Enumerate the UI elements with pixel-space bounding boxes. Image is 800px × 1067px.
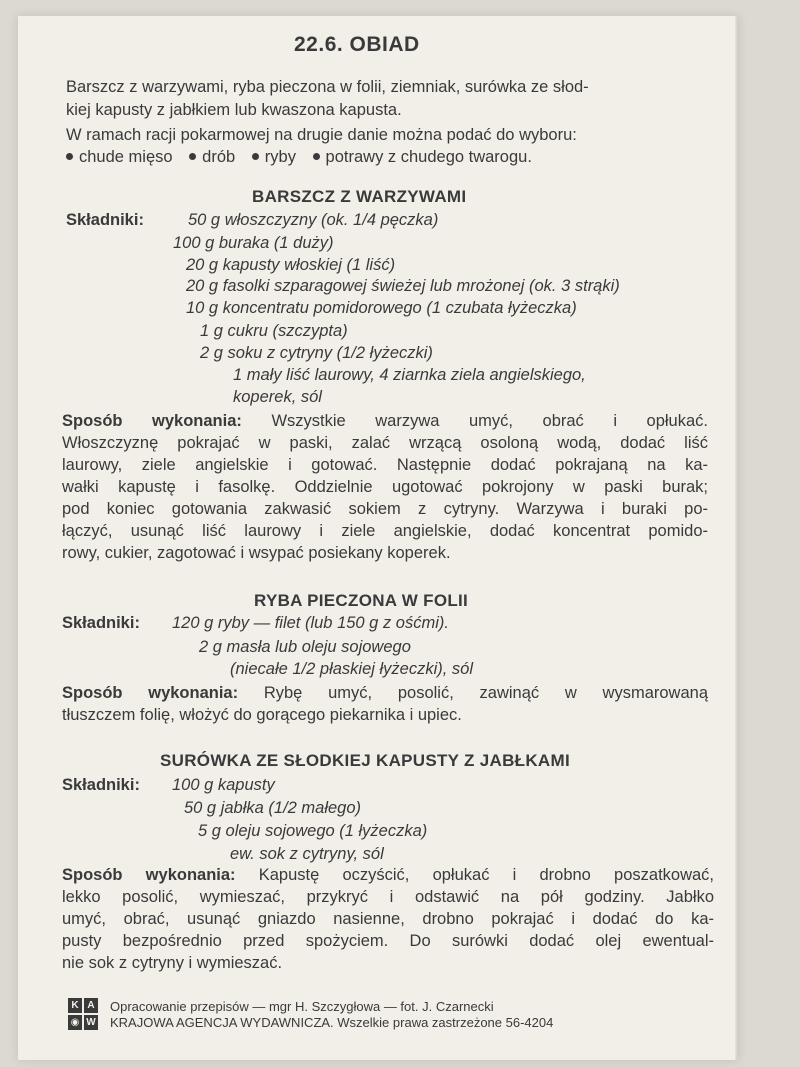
logo-letter: K: [68, 998, 82, 1013]
logo-letter: A: [84, 998, 98, 1013]
ingredient-line: 50 g jabłka (1/2 małego): [184, 799, 362, 817]
method-line: nie sok z cytryny i wymieszać.: [62, 954, 283, 972]
ingredient-line: 50 g włoszczyzny (ok. 1/4 pęczka): [188, 211, 439, 229]
option-item: drób: [202, 148, 236, 166]
ingredient-line: ew. sok z cytryny, sól: [230, 845, 384, 863]
method-line: wałki kapustę i fasolkę. Oddzielnie ugotować pokrojony w paski burak;: [62, 478, 708, 496]
logo-mark-icon: ◉: [68, 1015, 82, 1030]
ryba-ingredients-label: Składniki:: [62, 614, 140, 632]
ingredient-line: 2 g soku z cytryny (1/2 łyżeczki): [200, 344, 433, 362]
ingredient-line: 100 g buraka (1 duży): [173, 234, 334, 252]
ingredient-line: 1 g cukru (szczypta): [200, 322, 348, 340]
footer-publisher: KRAJOWA AGENCJA WYDAWNICZA. Wszelkie prawa zastrzeżone 56-4204: [110, 1015, 554, 1030]
ingredient-line: 100 g kapusty: [172, 776, 275, 794]
method-line: Włoszczyznę pokrajać w paski, zalać wrzącą osoloną wodą, dodać liść: [62, 434, 708, 452]
ingredient-line: 5 g oleju sojowego (1 łyżeczka): [198, 822, 428, 840]
method-line: łączyć, usunąć liść laurowy i ziele angielskie, dodać koncentrat pomido-: [62, 522, 708, 540]
ingredient-line: 20 g fasolki szparagowej świeżej lub mrożonej (ok. 3 strąki): [186, 277, 620, 295]
barszcz-method-label: Sposób wykonania:: [62, 412, 242, 430]
intro-line-2: kiej kapusty z jabłkiem lub kwaszona kapusta.: [66, 101, 402, 119]
method-line: pod koniec gotowania zakwasić sokiem z cytryny. Warzywa i buraki po-: [62, 500, 708, 518]
barszcz-method: [62, 410, 708, 564]
method-line: Wszystkie warzywa umyć, obrać i opłukać.: [271, 412, 708, 430]
option-item: potrawy z chudego twarogu.: [325, 148, 532, 166]
bullet-icon: [252, 153, 259, 160]
method-line: Rybę umyć, posolić, zawinąć w wysmarowaną: [263, 684, 708, 702]
logo-letter: W: [84, 1015, 98, 1030]
ingredient-line: 2 g masła lub oleju sojowego: [199, 638, 411, 656]
ingredient-line: (niecałe 1/2 płaskiej łyżeczki), sól: [230, 660, 474, 678]
ingredient-line: 1 mały liść laurowy, 4 ziarnka ziela angielskiego,: [233, 366, 586, 384]
ryba-heading: RYBA PIECZONA W FOLII: [254, 591, 469, 610]
method-line: tłuszczem folię, włożyć do gorącego piekarnika i upiec.: [62, 706, 462, 724]
surowka-ingredients-label: Składniki:: [62, 776, 140, 794]
ingredient-line: 10 g koncentratu pomidorowego (1 czubata łyżeczka): [186, 299, 577, 317]
intro-line-3: W ramach racji pokarmowej na drugie danie można podać do wyboru:: [66, 126, 577, 144]
method-line: lekko posolić, wymieszać, przykryć i odstawić na pół godziny. Jabłko: [62, 888, 714, 906]
footer-credits: Opracowanie przepisów — mgr H. Szczygłowa — fot. J. Czarnecki: [110, 999, 494, 1014]
intro-line-1: Barszcz z warzywami, ryba pieczona w folii, ziemniak, surówka ze słod-: [66, 78, 589, 96]
ryba-method-label: Sposób wykonania:: [62, 684, 239, 702]
method-line: rowy, cukier, zagotować i wsypać posiekany koperek.: [62, 544, 451, 562]
method-line: Kapustę oczyścić, opłukać i drobno poszatkować,: [258, 866, 715, 884]
barszcz-ingredients-label: Składniki:: [66, 211, 144, 229]
intro-options: [66, 146, 532, 168]
option-item: ryby: [264, 148, 296, 166]
ingredient-line: koperek, sól: [233, 388, 322, 406]
bullet-icon: [189, 153, 196, 160]
ingredient-line: 120 g ryby — filet (lub 150 g z ośćmi).: [172, 614, 449, 632]
page-title: 22.6. OBIAD: [294, 33, 420, 56]
option-item: chude mięso: [79, 148, 173, 166]
bullet-icon: [66, 153, 73, 160]
method-line: pusty bezpośrednio przed spożyciem. Do surówki dodać olej ewentual-: [62, 932, 714, 950]
bullet-icon: [313, 153, 320, 160]
method-line: umyć, obrać, usunąć gniazdo nasienne, drobno pokrajać i dodać do ka-: [62, 910, 714, 928]
surowka-heading: SURÓWKA ZE SŁODKIEJ KAPUSTY Z JABŁKAMI: [160, 751, 570, 770]
kaw-logo: [68, 998, 98, 1030]
method-line: laurowy, ziele angielskie i gotować. Następnie dodać pokrajaną na ka-: [62, 456, 708, 474]
ryba-method: [62, 682, 708, 726]
surowka-method-label: Sposób wykonania:: [62, 866, 236, 884]
card-edge: [735, 16, 738, 1060]
ingredient-line: 20 g kapusty włoskiej (1 liść): [186, 256, 396, 274]
surowka-method: [62, 864, 714, 974]
barszcz-heading: BARSZCZ Z WARZYWAMI: [252, 187, 467, 206]
